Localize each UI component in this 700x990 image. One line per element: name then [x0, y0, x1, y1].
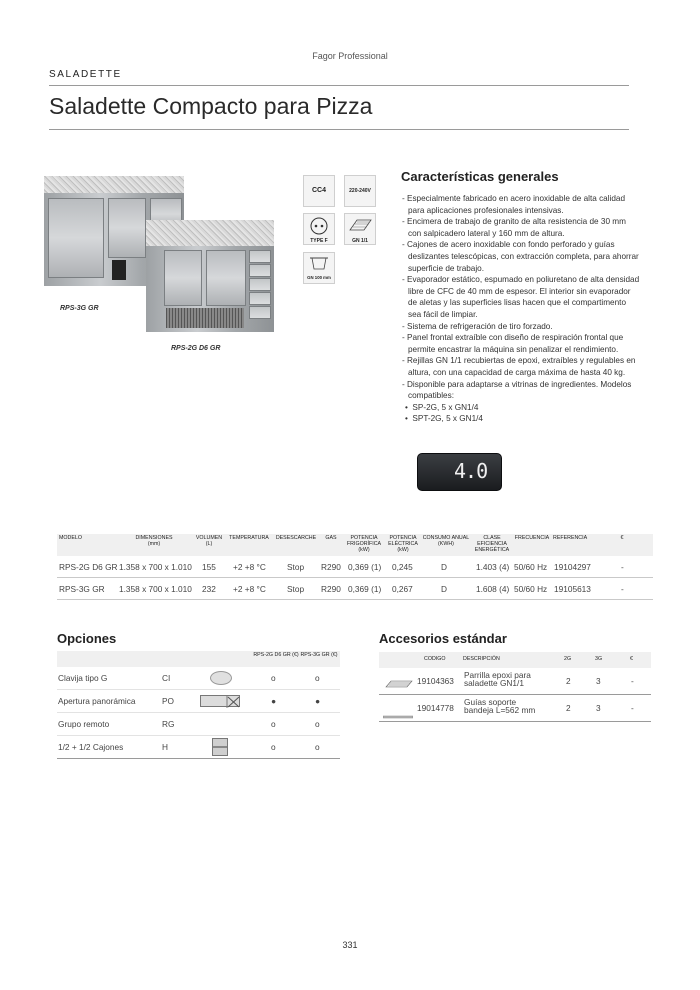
- option-code: H: [162, 742, 168, 752]
- feature-item: - Sistema de refrigeración de tiro forzado.: [402, 321, 553, 331]
- section-label: SALADETTE: [49, 69, 122, 80]
- grid-shelf-icon: [385, 676, 413, 686]
- option-name: Apertura panorámica: [58, 696, 136, 706]
- gn-100mm-caption: GN 100 mm: [307, 275, 331, 280]
- cell-gas: R290: [321, 562, 341, 572]
- accessory-qty-3g: 3: [596, 703, 601, 713]
- col-referencia: REFERENCIA: [553, 535, 588, 541]
- col-clase-eficiencia: CLASE EFICIENCIA ENERGÉTICA: [474, 535, 510, 553]
- col-modelo: MODELO: [59, 535, 82, 541]
- option-name: Grupo remoto: [58, 719, 110, 729]
- option-value-rps-3g: o: [315, 719, 320, 729]
- cc4-icon: CC4: [303, 175, 335, 207]
- options-title: Opciones: [57, 631, 117, 646]
- cell-modelo: RPS-3G GR: [59, 584, 105, 594]
- cell-consumo: 1.608 (4): [476, 584, 510, 594]
- tray-rail-icon: [383, 706, 413, 710]
- brand-name: Fagor Professional: [312, 51, 388, 61]
- accessory-desc-line2: saladette GN1/1: [464, 678, 524, 688]
- feature-item: - Disponible para adaptarse a vitrinas de ingredientes. Modelos compatibles:: [402, 379, 632, 401]
- col-rps-2g-d6: RPS-2G D6 GR (€): [253, 652, 299, 658]
- table-row: [57, 713, 340, 736]
- feature-subitem: • SPT-2G, 5 x GN1/4: [405, 414, 483, 424]
- col-volumen: VOLUMEN (L): [195, 535, 223, 547]
- option-value-rps-3g: o: [315, 673, 320, 683]
- cell-frecuencia: 50/60 Hz: [514, 562, 548, 572]
- table-row: [57, 690, 340, 713]
- spec-table-header: [57, 534, 653, 556]
- option-name: Clavija tipo G: [58, 673, 108, 683]
- features-list: [401, 193, 641, 425]
- feature-item: - Encimera de trabajo de granito de alta resistencia de 30 mm con salpicadero lateral y 160 mm de altura.: [402, 217, 626, 238]
- feature-subitem: • SP-2G, 5 x GN1/4: [405, 402, 479, 412]
- accessory-qty-3g: 3: [596, 676, 601, 686]
- accessory-desc-line2: bandeja L=562 mm: [464, 705, 536, 715]
- option-code: RG: [162, 719, 175, 729]
- accessory-code: 19014778: [417, 703, 454, 713]
- col-temperatura: TEMPERATURA: [229, 535, 269, 541]
- col-potencia-frigorifica: POTENCIA FRIGORÍFICA (kW): [346, 535, 382, 553]
- table-row: [379, 695, 651, 722]
- option-value-rps-2g: ●: [271, 696, 277, 706]
- accessory-desc-line1: Guías soporte: [464, 697, 517, 707]
- cell-potencia-electrica: 0,267: [392, 584, 413, 594]
- option-value-rps-2g: o: [271, 742, 276, 752]
- feature-item: - Evaporador estático, espumado en poliuretano de alta densidad libre de CFC de 40 mm de espesor. El interior sin evaporador de aletas y las superficies lisas hacen que el compartimento sea fácil de limpiar.: [402, 275, 640, 319]
- feature-item: - Panel frontal extraíble con diseño de respiración frontal que permite encastrar la máquina sin penalizar el rendimiento.: [402, 333, 624, 354]
- table-row: [57, 578, 653, 600]
- accessory-price: -: [631, 676, 634, 686]
- page-number: 331: [342, 940, 358, 950]
- col-3g: 3G: [595, 656, 603, 662]
- cell-referencia: 19105613: [554, 584, 591, 594]
- col-frecuencia: FRECUENCIA: [514, 535, 550, 541]
- voltage-icon: 220-240V: [344, 175, 376, 207]
- accessories-title: Accesorios estándar: [379, 631, 507, 646]
- col-rps-3g: RPS-3G GR (€): [300, 652, 338, 658]
- feature-item: - Especialmente fabricado en acero inoxidable de alta calidad para aplicaciones profesionales intensivas.: [402, 194, 626, 215]
- cell-consumo: 1.403 (4): [476, 562, 510, 572]
- gn-1-1-caption: GN 1/1: [352, 238, 368, 244]
- panoramic-opening-icon: [200, 695, 240, 707]
- product-label-rps-2g-d6: RPS-2G D6 GR: [171, 345, 221, 352]
- col-desescarche: DESESCARCHE: [275, 535, 317, 541]
- drawers-icon: [212, 738, 228, 756]
- plug-g-icon: [210, 671, 232, 685]
- type-f-caption: TYPE F: [310, 238, 328, 244]
- cell-precio: -: [621, 562, 624, 572]
- table-row: [57, 736, 340, 759]
- title-divider: [49, 129, 629, 130]
- cell-clase: D: [441, 584, 447, 594]
- cell-modelo: RPS-2G D6 GR: [59, 562, 118, 572]
- cell-temperatura: +2 +8 °C: [233, 584, 266, 594]
- cell-potencia-electrica: 0,245: [392, 562, 413, 572]
- accessory-code: 19104363: [417, 676, 454, 686]
- cell-frecuencia: 50/60 Hz: [514, 584, 548, 594]
- feature-subitem-text: SPT-2G, 5 x GN1/4: [412, 414, 483, 424]
- col-potencia-electrica: POTENCIA ELÉCTRICA (kW): [388, 535, 418, 553]
- option-value-rps-3g: ●: [315, 696, 321, 706]
- accessory-qty-2g: 2: [566, 703, 571, 713]
- table-row: [57, 556, 653, 578]
- cell-potencia-frigorifica: 0,369 (1): [348, 562, 382, 572]
- col-dimensiones: DIMENSIONES (mm): [135, 535, 173, 547]
- control-display-image: [417, 453, 502, 491]
- cell-referencia: 19104297: [554, 562, 591, 572]
- col-2g: 2G: [564, 656, 572, 662]
- plug-type-f-icon: [303, 213, 335, 245]
- accessories-table: [379, 652, 651, 722]
- option-value-rps-2g: o: [271, 673, 276, 683]
- option-code: CI: [162, 673, 171, 683]
- options-table-header: [57, 651, 340, 667]
- cell-desescarche: Stop: [287, 584, 305, 594]
- header-divider: [49, 85, 629, 86]
- accessory-desc-line1: Parrilla epoxi para: [464, 670, 531, 680]
- col-descripcion: DESCRIPCIÓN: [463, 656, 500, 662]
- cell-volumen: 232: [202, 584, 216, 594]
- cell-dimensiones: 1.358 x 700 x 1.010: [119, 562, 192, 572]
- col-gas: GAS: [325, 535, 337, 541]
- col-euro: €: [630, 656, 633, 662]
- gn-100mm-icon: [303, 252, 335, 284]
- accessories-table-header: [379, 652, 651, 668]
- table-row: [379, 668, 651, 695]
- cell-precio: -: [621, 584, 624, 594]
- cell-dimensiones: 1.358 x 700 x 1.010: [119, 584, 192, 594]
- page-title: Saladette Compacto para Pizza: [49, 93, 373, 119]
- accessory-qty-2g: 2: [566, 676, 571, 686]
- option-value-rps-2g: o: [271, 719, 276, 729]
- cell-gas: R290: [321, 584, 341, 594]
- options-table: [57, 651, 340, 759]
- display-readout: 4.0: [454, 459, 488, 483]
- features-title: Características generales: [401, 169, 559, 184]
- col-consumo-anual: CONSUMO ANUAL (KWH): [422, 535, 470, 547]
- option-value-rps-3g: o: [315, 742, 320, 752]
- spec-table: [57, 534, 653, 600]
- feature-item: - Cajones de acero inoxidable con fondo perforado y guías deslizantes telescópicas, con extracción completa, para ahorrar superficie de trabajo.: [402, 240, 639, 273]
- cell-desescarche: Stop: [287, 562, 305, 572]
- col-euro: €: [620, 535, 624, 541]
- cell-clase: D: [441, 562, 447, 572]
- accessory-price: -: [631, 703, 634, 713]
- option-code: PO: [162, 696, 174, 706]
- option-name: 1/2 + 1/2 Cajones: [58, 742, 124, 752]
- table-row: [57, 667, 340, 690]
- product-label-rps-3g: RPS-3G GR: [60, 305, 99, 312]
- feature-subitem-text: SP-2G, 5 x GN1/4: [412, 402, 479, 412]
- cell-volumen: 155: [202, 562, 216, 572]
- cell-temperatura: +2 +8 °C: [233, 562, 266, 572]
- gn-1-1-icon: [344, 213, 376, 245]
- product-image-rps-2g-d6: [146, 220, 274, 332]
- cell-potencia-frigorifica: 0,369 (1): [348, 584, 382, 594]
- col-codigo: CODIGO: [424, 656, 446, 662]
- feature-item: - Rejillas GN 1/1 recubiertas de epoxi, extraíbles y regulables en altura, con una capacidad de carga máxima de hasta 40 kg.: [402, 356, 636, 377]
